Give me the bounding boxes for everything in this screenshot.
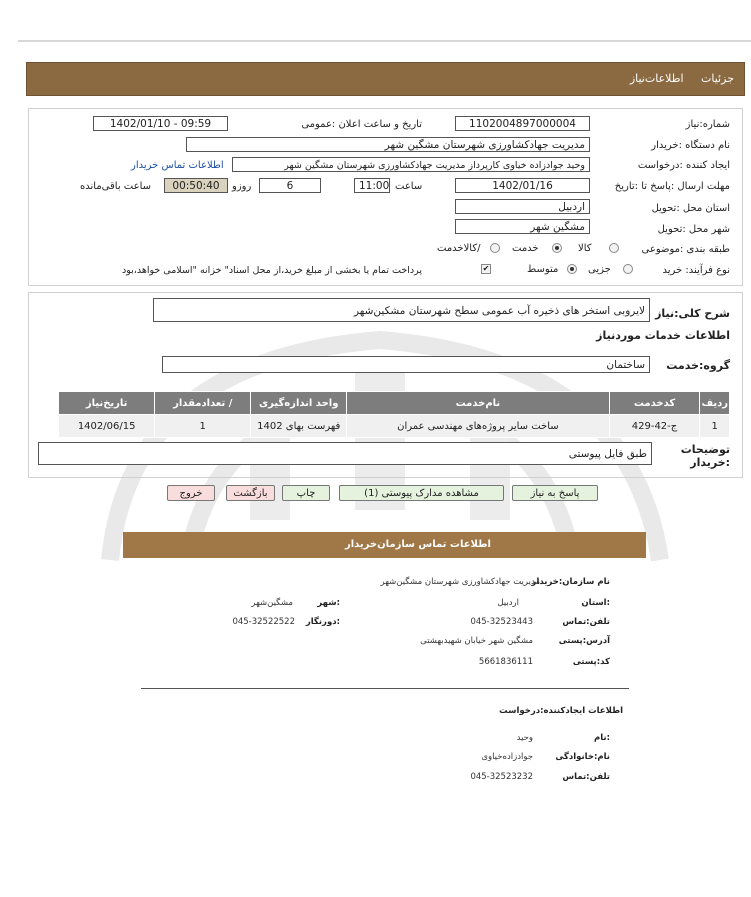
process-label: نوع فرآیند: خرید <box>662 265 730 276</box>
deadline-date-field[interactable]: 1402/01/16 <box>455 178 590 193</box>
creator-label: ایجاد کننده :درخواست <box>637 160 730 171</box>
table-header-row <box>59 392 730 415</box>
remaining-label: ساعت باقی‌مانده <box>80 181 152 192</box>
col-unit: واحد اندازه‌گیری <box>251 392 347 415</box>
contact-fax-value: 045-32522522 <box>232 617 295 627</box>
col-service-code: کدخدمت <box>609 392 700 415</box>
top-divider <box>18 40 751 42</box>
contact-divider <box>141 688 629 689</box>
buyer-notes-field[interactable]: طبق فایل پیوستی <box>38 442 652 465</box>
need-number-field[interactable]: 1102004897000004 <box>455 116 590 131</box>
need-number-label: شماره:نیاز <box>685 119 730 130</box>
cell-need-date: 1402/06/15 <box>59 415 155 438</box>
summary-label: شرح کلی:نیاز <box>655 307 730 320</box>
process-medium-label: متوسط <box>527 264 559 275</box>
payment-note: پرداخت تمام یا بخشی از مبلغ خرید،از محل اسناد" خزانه "اسلامی خواهد،بود <box>122 265 422 276</box>
print-button[interactable]: چاپ <box>282 485 330 501</box>
creator-field[interactable]: وحید جوادزاده خیاوی کارپرداز مدیریت جهادکشاورزی شهرستان مشگین شهر <box>232 157 590 172</box>
contact-phone-value: 045-32523443 <box>470 617 533 627</box>
announce-label: تاریخ و ساعت اعلان :عمومی <box>301 119 422 130</box>
contact-info-link[interactable]: اطلاعات تماس خریدار <box>131 160 224 171</box>
need-info-panel <box>28 108 743 286</box>
col-row: ردیف <box>700 392 730 415</box>
buyer-org-label: نام دستگاه :خریدار <box>651 140 730 151</box>
contact-province-label: :استان <box>581 598 610 608</box>
deadline-time-field[interactable]: 11:00 <box>354 178 390 193</box>
contact-section-title: اطلاعات تماس سازمان‌خریدار <box>123 532 646 558</box>
category-goods-service-label: /کالاخدمت <box>437 243 481 254</box>
col-quantity: / تعدادمقدار <box>155 392 251 415</box>
deadline-label: مهلت ارسال :پاسخ تا :تاریخ <box>614 181 730 192</box>
creator-name-value: وحید <box>516 733 533 743</box>
cell-service-code: ج-42-429 <box>609 415 700 438</box>
contact-org-value: مدیریت جهادکشاورزی شهرستان مشگین‌شهر <box>380 577 540 587</box>
services-title: اطلاعات خدمات موردنیاز <box>596 329 730 342</box>
creator-info-title: اطلاعات ایجادکننده:درخواست <box>499 706 623 716</box>
service-group-label: گروه:خدمت <box>666 359 730 372</box>
days-label: روزو <box>232 181 252 192</box>
province-field[interactable]: اردبیل <box>455 199 590 214</box>
creator-name-label: :نام <box>593 733 610 743</box>
process-minor-radio[interactable] <box>623 264 633 274</box>
tab-need-info[interactable]: اطلاعات‌نیاز <box>629 72 684 85</box>
category-goods-service-radio[interactable] <box>490 243 500 253</box>
creator-phone-label: تلفن:تماس <box>562 772 610 782</box>
table-row <box>59 415 730 438</box>
remaining-time-field: 00:50:40 <box>164 178 228 193</box>
payment-checkbox[interactable]: ✔ <box>482 264 490 273</box>
creator-phone-value: 045-32523232 <box>470 772 533 782</box>
city-field[interactable]: مشگین شهر <box>455 219 590 234</box>
cell-service-name: ساخت سایر پروژه‌های مهندسی عمران <box>347 415 609 438</box>
contact-postal-label: کد:پستی <box>572 657 610 667</box>
contact-org-label: نام سازمان:خریدار <box>531 577 610 587</box>
process-medium-radio[interactable] <box>567 264 577 274</box>
contact-province-value: اردبیل <box>497 598 519 608</box>
announce-field[interactable]: 1402/01/10 - 09:59 <box>93 116 228 131</box>
cell-unit: فهرست بهای 1402 <box>251 415 347 438</box>
summary-field[interactable]: لایروبی استخر های ذخیره آب عمومی سطح شهرستان مشکین‌شهر <box>153 298 650 322</box>
province-label: استان محل :تحویل <box>651 203 730 214</box>
city-label: شهر محل :تحویل <box>657 224 730 235</box>
contact-city-value: مشگین‌شهر <box>251 598 293 608</box>
process-minor-label: جزیی <box>588 264 611 275</box>
service-group-field[interactable]: ساختمان <box>162 356 650 373</box>
back-button[interactable]: بازگشت <box>226 485 275 501</box>
cell-row: 1 <box>700 415 730 438</box>
contact-postal-value: 5661836111 <box>478 657 533 667</box>
category-service-radio[interactable] <box>552 243 562 253</box>
category-goods-label: کالا <box>578 243 592 254</box>
tab-details[interactable]: جزئیات <box>701 72 734 85</box>
page-header <box>26 62 745 96</box>
contact-fax-label: :دورنگار <box>305 617 340 627</box>
time-label: ساعت <box>395 181 423 192</box>
col-service-name: نام‌خدمت <box>347 392 609 415</box>
buyer-org-field[interactable]: مدیریت جهادکشاورزی شهرستان مشگین شهر <box>186 137 590 152</box>
reply-button[interactable]: پاسخ به نیاز <box>512 485 598 501</box>
contact-address-value: مشگین شهر خیابان شهیدبهشتی <box>420 636 533 646</box>
services-table <box>58 391 730 438</box>
creator-family-label: نام:خانوادگی <box>555 752 610 762</box>
category-goods-radio[interactable] <box>609 243 619 253</box>
creator-family-value: جوادزاده‌خیاوی <box>481 752 533 762</box>
col-need-date: تاریخ‌نیاز <box>59 392 155 415</box>
exit-button[interactable]: خروج <box>167 485 215 501</box>
category-service-label: خدمت <box>512 243 539 254</box>
contact-address-label: آدرس:پستی <box>558 636 610 646</box>
view-attachments-button[interactable]: مشاهده مدارک پیوستی (1) <box>339 485 504 501</box>
buyer-notes-label: توضیحات :خریدار <box>680 443 730 469</box>
contact-phone-label: تلفن:تماس <box>562 617 610 627</box>
category-label: طبقه بندی :موضوعی <box>641 244 730 255</box>
cell-quantity: 1 <box>155 415 251 438</box>
days-field[interactable]: 6 <box>259 178 321 193</box>
contact-city-label: :شهر <box>317 598 340 608</box>
